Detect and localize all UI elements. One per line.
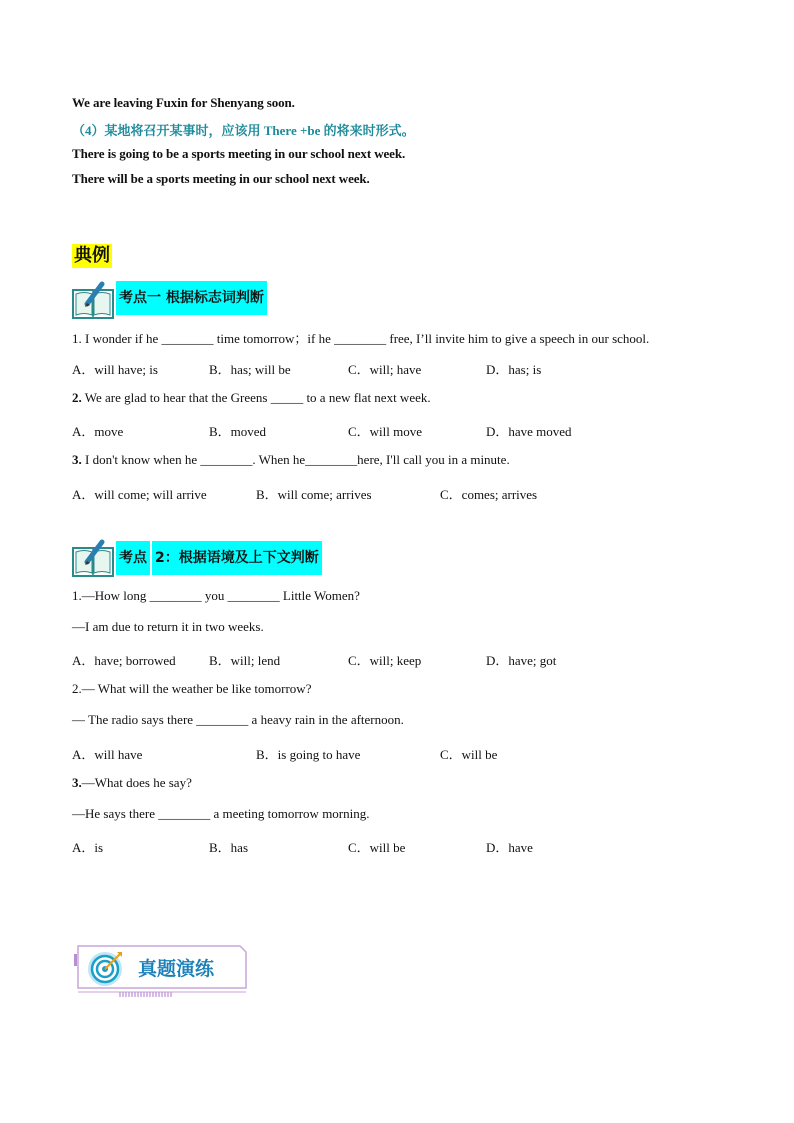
kp1-q3-stem: I don't know when he ________. When he________here, I'll call you in a minute.	[81, 452, 510, 467]
kp1-q1-option-b: B．has; will be	[209, 362, 291, 377]
kp1-q2-text	[72, 390, 431, 406]
kp1-q1-option-a: A．will have; is	[72, 362, 158, 377]
kp1-q2-option-d: D．have moved	[486, 424, 572, 439]
intro-line-2: There is going to be a sports meeting in our school next week.	[72, 146, 406, 161]
kp2-q1-option-d: D．have; got	[486, 653, 557, 668]
kp2-q1-option-c: C．will; keep	[348, 653, 422, 668]
book-pencil-icon	[72, 280, 114, 320]
kp2-q3-option-b: B．has	[209, 840, 249, 855]
kp2-q1-line1: 1.—How long ________ you ________ Little Women?	[72, 588, 360, 603]
kp2-q1-option-b: B．will; lend	[209, 653, 281, 668]
kp2-q3-option-c: C．will be	[348, 840, 406, 855]
kp1-q3-option-b: B．will come; arrives	[256, 487, 372, 502]
target-icon	[86, 948, 126, 988]
intro-line-1: We are leaving Fuxin for Shenyang soon.	[72, 95, 295, 110]
kp1-q1-option-c: C．will; have	[348, 362, 422, 377]
kp1-q2-stem: We are glad to hear that the Greens _____ to a new flat next week.	[81, 390, 431, 405]
kp1-q2-number: 2.	[72, 390, 82, 405]
section-title: 典例	[74, 245, 110, 266]
kp2-q2-line1: 2.— What will the weather be like tomorrow?	[72, 681, 312, 696]
kp2-q3-line2: —He says there ________ a meeting tomorrow morning.	[72, 806, 370, 821]
kp1-label: 考点一 根据标志词判断	[116, 281, 267, 315]
kp2-q3-option-a: A．is	[72, 840, 104, 855]
kp2-q1-option-a: A．have; borrowed	[72, 653, 176, 668]
kp1-q3-text	[72, 452, 510, 468]
kp1-q3-number: 3.	[72, 452, 82, 467]
kp1-q1-text: 1. I wonder if he ________ time tomorrow；if he ________ free, I’ll invite him to give a speech in our school.	[72, 331, 650, 346]
kp2-q3-number: 3.	[72, 775, 82, 790]
kp2-q3-line1	[72, 775, 192, 791]
kp1-q2-option-c: C．will move	[348, 424, 423, 439]
kp2-label-b: 2：根据语境及上下文判断	[152, 541, 322, 575]
kp2-q3-option-d: D．have	[486, 840, 533, 855]
kp1-q3-option-a: A．will come; will arrive	[72, 487, 207, 502]
kp2-q3-stem: —What does he say?	[81, 775, 192, 790]
kp2-q2-option-c: C．will be	[440, 747, 498, 762]
book-pencil-icon	[72, 538, 114, 578]
kp1-q2-option-a: A．move	[72, 424, 124, 439]
practice-banner	[74, 940, 250, 1000]
kp2-q2-line2: — The radio says there ________ a heavy rain in the afternoon.	[72, 712, 404, 727]
intro-line-3: There will be a sports meeting in our school next week.	[72, 171, 370, 186]
kp1-q1-option-d: D．has; is	[486, 362, 542, 377]
kp1-q2-option-b: B．moved	[209, 424, 267, 439]
kp2-q2-option-b: B．is going to have	[256, 747, 361, 762]
kp2-q1-line2: —I am due to return it in two weeks.	[72, 619, 264, 634]
kp2-label-a: 考点	[116, 541, 150, 575]
banner-label: 真题演练	[138, 958, 215, 980]
rule-4: （4）某地将召开某事时，应该用 There +be 的将来时形式。	[72, 123, 415, 138]
kp1-q3-option-c: C．comes; arrives	[440, 487, 538, 502]
kp2-q2-option-a: A．will have	[72, 747, 143, 762]
